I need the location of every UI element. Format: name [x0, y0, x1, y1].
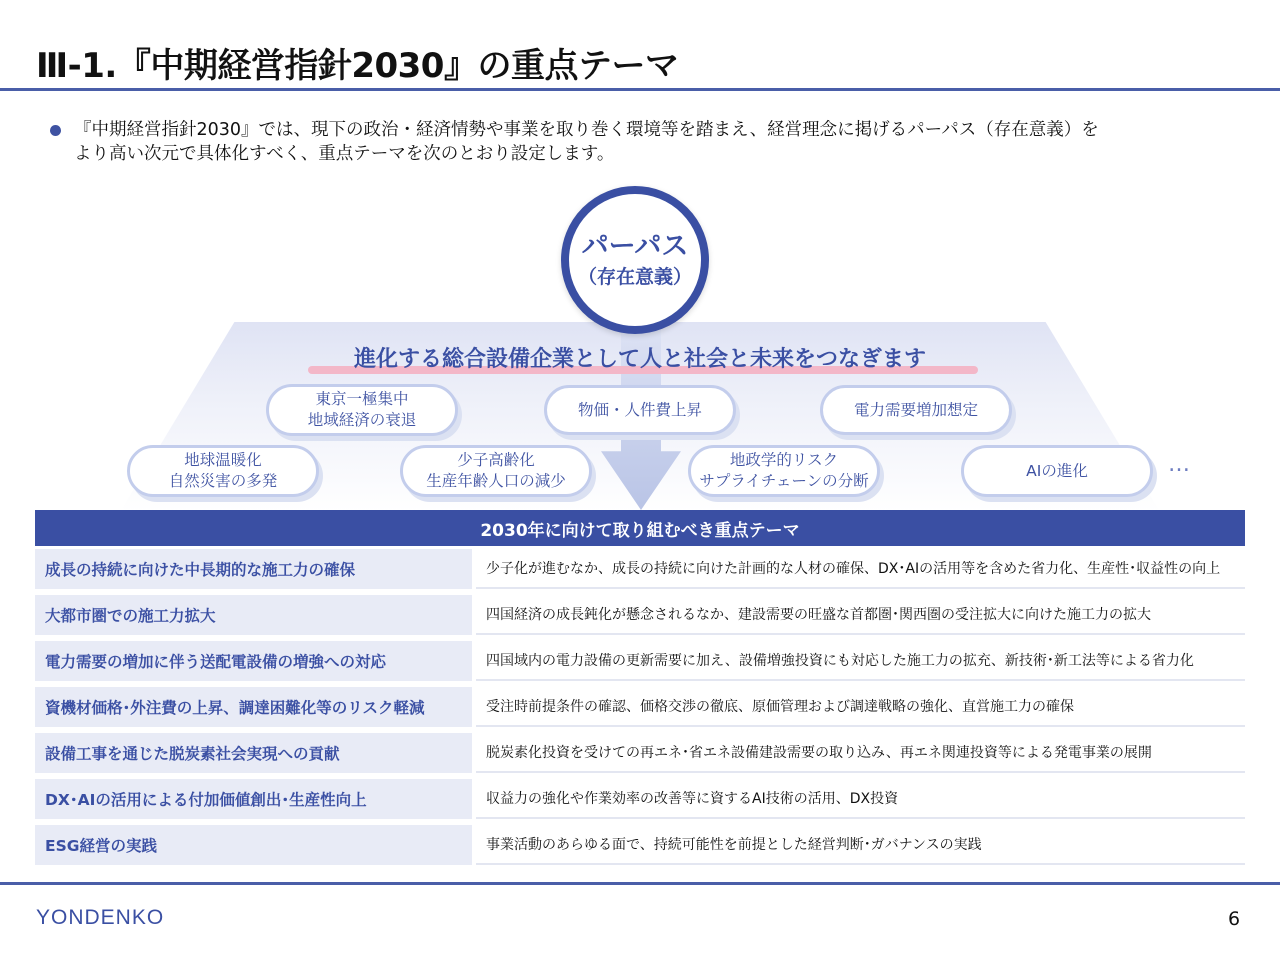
page-number: 6: [1228, 908, 1241, 930]
factor-text: 地球温暖化: [184, 451, 262, 469]
theme-description: 受注時前提条件の確認、価格交渉の徹底、原価管理および調達戦略の強化、直営施工力の確保: [476, 687, 1245, 727]
footer-divider: [0, 882, 1280, 885]
factor-text: 生産年齢人口の減少: [426, 472, 566, 490]
bullet-icon: [50, 125, 61, 136]
lead-paragraph: [50, 118, 1230, 166]
theme-description: 収益力の強化や作業効率の改善等に資するAI技術の活用、DX投資: [476, 779, 1245, 819]
theme-description: 脱炭素化投資を受けての再エネ･省エネ設備建設需要の取り込み、再エネ関連投資等による発電事業の展開: [476, 733, 1245, 773]
factor-tokyo-concentration: [266, 384, 458, 436]
factor-text: 地政学的リスク: [729, 451, 839, 469]
theme-label: 成長の持続に向けた中長期的な施工力の確保: [35, 549, 472, 589]
purpose-label: パーパス: [581, 231, 689, 262]
table-row: [35, 779, 1245, 819]
factor-text: 東京一極集中: [315, 390, 409, 408]
theme-label: 資機材価格･外注費の上昇、調達困難化等のリスク軽減: [35, 687, 472, 727]
theme-description: 四国域内の電力設備の更新需要に加え、設備増強投資にも対応した施工力の拡充、新技術･新工法等による省力化: [476, 641, 1245, 681]
table-row: [35, 687, 1245, 727]
factor-ai-evolution: [961, 445, 1153, 497]
table-row: [35, 641, 1245, 681]
factor-text: AIの進化: [1026, 461, 1088, 480]
lead-line-2: より高い次元で具体化すべく、重点テーマを次のとおり設定します。: [74, 144, 615, 164]
factor-text: 電力需要増加想定: [853, 400, 978, 419]
table-row: [35, 595, 1245, 635]
factor-text: 物価・人件費上昇: [577, 400, 702, 419]
factor-text: 少子高齢化: [457, 451, 535, 469]
purpose-circle: [561, 186, 709, 334]
table-row: [35, 549, 1245, 589]
factor-global-warming: [127, 445, 319, 497]
company-logo: YONDENKO: [36, 906, 165, 929]
lead-line-1: 『中期経営指針2030』では、現下の政治・経済情勢や事業を取り巻く環境等を踏まえ、経営理念に掲げるパーパス（存在意義）を: [74, 120, 1099, 140]
theme-label: DX･AIの活用による付加価値創出･生産性向上: [35, 779, 472, 819]
themes-table-header: 2030年に向けて取り組むべき重点テーマ: [35, 510, 1245, 546]
theme-label: 電力需要の増加に伴う送配電設備の増強への対応: [35, 641, 472, 681]
theme-label: ESG経営の実践: [35, 825, 472, 865]
table-row: [35, 825, 1245, 865]
factor-text: 自然災害の多発: [168, 472, 278, 490]
factor-power-demand: [820, 385, 1012, 435]
factor-price-rise: [544, 385, 736, 435]
theme-label: 大都市圏での施工力拡大: [35, 595, 472, 635]
factor-geopolitical-risk: [688, 445, 880, 497]
title-divider: [0, 88, 1280, 91]
mission-statement: 進化する総合設備企業として人と社会と未来をつなぎます: [353, 347, 926, 372]
theme-description: 少子化が進むなか、成長の持続に向けた計画的な人材の確保、DX･AIの活用等を含めた省力化、生産性･収益性の向上: [476, 549, 1245, 589]
theme-description: 事業活動のあらゆる面で、持続可能性を前提とした経営判断･ガバナンスの実践: [476, 825, 1245, 865]
more-factors-ellipsis: …: [1168, 452, 1192, 477]
table-row: [35, 733, 1245, 773]
page-title: Ⅲ-1.『中期経営指針2030』の重点テーマ: [36, 46, 679, 86]
theme-description: 四国経済の成長鈍化が懸念されるなか、建設需要の旺盛な首都圏･関西圏の受注拡大に向けた施工力の拡大: [476, 595, 1245, 635]
theme-label: 設備工事を通じた脱炭素社会実現への貢献: [35, 733, 472, 773]
purpose-sub-label: （存在意義）: [577, 266, 692, 288]
factor-text: 地域経済の衰退: [307, 411, 417, 429]
factor-text: サプライチェーンの分断: [699, 472, 869, 490]
factor-aging-society: [400, 445, 592, 497]
